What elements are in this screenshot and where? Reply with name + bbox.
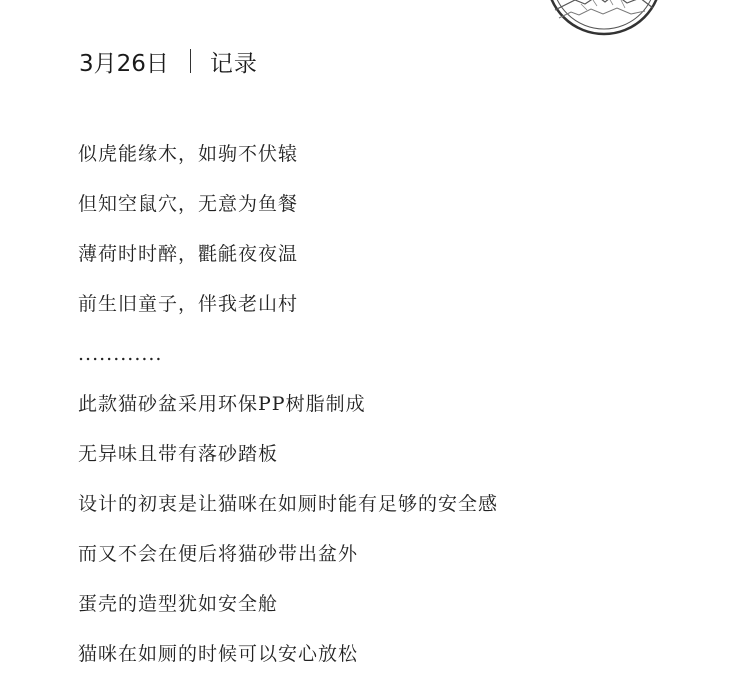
page-header bbox=[79, 44, 258, 78]
ellipsis-line: ............ bbox=[78, 343, 163, 365]
text-body bbox=[78, 129, 498, 679]
text-line: 似虎能缘木，如驹不伏辕 bbox=[78, 143, 299, 165]
text-line: 设计的初衷是让猫咪在如厕时能有足够的安全感 bbox=[78, 493, 499, 515]
text-line: 但知空鼠穴，无意为鱼餐 bbox=[78, 193, 299, 215]
page-date: 3月26日 bbox=[79, 50, 169, 77]
text-line: 猫咪在如厕的时候可以安心放松 bbox=[78, 643, 359, 665]
text-line: 前生旧童子，伴我老山村 bbox=[78, 293, 299, 315]
text-line: 薄荷时时醉，氍毹夜夜温 bbox=[78, 243, 299, 265]
text-line: 此款猫砂盆采用环保PP树脂制成 bbox=[78, 393, 366, 415]
mountain-emblem-icon bbox=[545, 0, 663, 36]
text-line: 蛋壳的造型犹如安全舱 bbox=[78, 593, 279, 615]
header-divider bbox=[190, 49, 191, 73]
text-line: 而又不会在便后将猫砂带出盆外 bbox=[78, 543, 359, 565]
text-line: 无异味且带有落砂踏板 bbox=[78, 443, 279, 465]
page-title: 记录 bbox=[209, 50, 258, 77]
